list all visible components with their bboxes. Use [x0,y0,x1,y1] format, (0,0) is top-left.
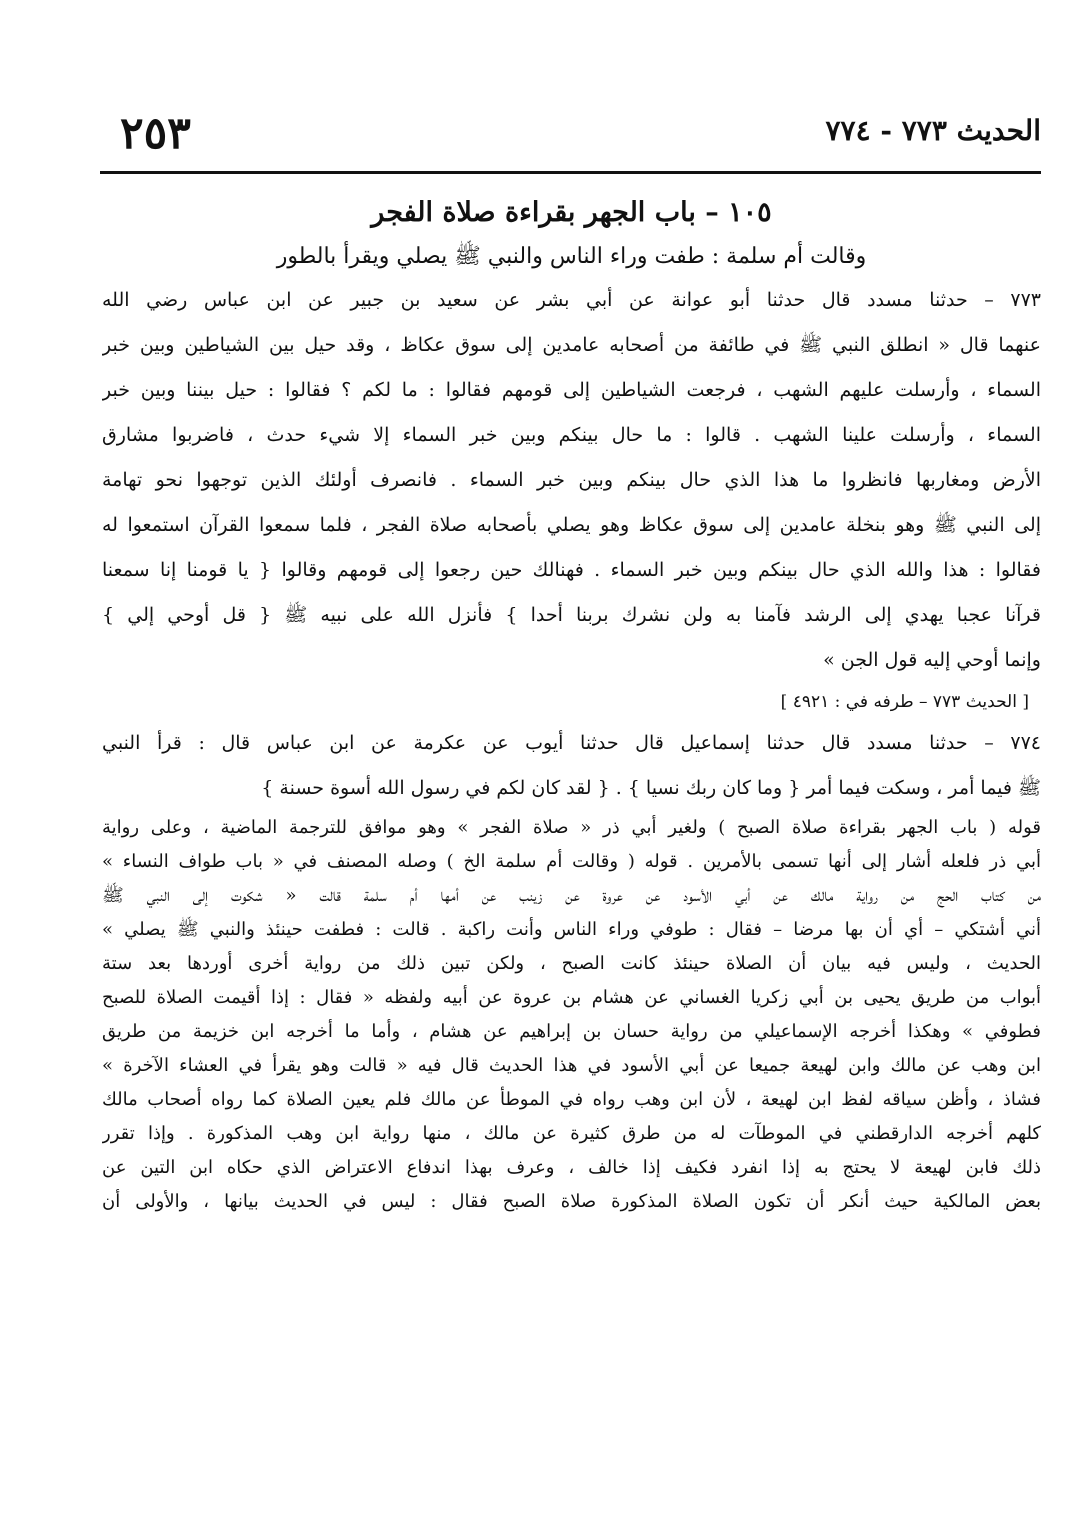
commentary-line: كلهم أخرجه الدارقطني في الموطآت له من طرق كثيرة عن مالك ، منها رواية ابن وهب المذكورة . وإذا تقرر [102,1123,1041,1144]
page-header [100,108,1041,168]
commentary [102,811,1041,1219]
chapter-subtitle: وقالت أم سلمة : طفت وراء الناس والنبي ﷺ يصلي ويقرأ بالطور [276,244,867,269]
hadith-774-line: ﷺ فيما أمر ، وسكت فيما أمر { وما كان ربك نسيا } . { لقد كان لكم في رسول الله أسوة حسنة } [261,777,1041,799]
page-number: ٢٥٣ [120,108,191,159]
commentary-line: فطوفي » وهكذا أخرجه الإسماعيلي من رواية حسان بن إبراهيم عن هشام ، وأما ما أخرجه ابن خزيمة من طريق [102,1021,1041,1042]
hadith-773-line: قرآنا عجبا يهدي إلى الرشد فآمنا به ولن نشرك بربنا أحدا } فأنزل الله على نبيه ﷺ { قل أوحي إلي } [102,604,1041,626]
hadith-773-line: وإنما أوحي إليه قول الجن » [823,649,1041,671]
hadith-773-reference: [ الحديث ٧٧٣ – طرفه في : ٤٩٢١ ] [780,692,1029,712]
header-rule [100,171,1041,174]
hadith-773-line: عنهما قال « انطلق النبي ﷺ في طائفة من أصحابه عامدين إلى سوق عكاظ ، وقد حيل بين الشياطين وبين خبر [102,334,1041,356]
hadith-773-line: السماء ، وأرسلت علينا الشهب . قالوا : ما حال بينكم وبين خبر السماء إلا شيء حدث ، فاضربوا مشارق [102,424,1041,446]
commentary-line: بعض المالكية حيث أنكر أن تكون الصلاة المذكورة صلاة الصبح فقال : ليس في الحديث بيانها ، والأولى أن [102,1191,1041,1212]
page-content [102,190,1041,1219]
commentary-line: ابن وهب عن مالك وابن لهيعة جميعا عن أبي الأسود في هذا الحديث قال فيه « قالت وهو يقرأ في العشاء الآخرة » [102,1055,1041,1076]
commentary-line: فشاذ ، وأظن سياقه لفظ ابن لهيعة ، لأن ابن وهب رواه في الموطأ عن مالك فلم يعين الصلاة كما رواه أصحاب مالك [102,1089,1041,1110]
hadith-773-line: الأرض ومغاربها فانظروا ما هذا الذي حال بينكم وبين خبر السماء . فانصرف أولئك الذين توجهوا نحو تهامة [102,469,1041,491]
hadith-773-line: ٧٧٣ – حدثنا مسدد قال حدثنا أبو عوانة عن أبي بشر عن سعيد بن جبير عن ابن عباس رضي الله [102,289,1041,311]
commentary-line: أني أشتكي – أي أن بها مرضا – فقال : طوفي وراء الناس وأنت راكبة . قالت : فطفت حينئذ والنبي ﷺ يصلي » [102,919,1041,940]
hadith-773 [102,278,1041,721]
commentary-line: ذلك فابن لهيعة لا يحتج به إذا انفرد فكيف إذا خالف ، وعرف بهذا اندفاع الاعتراض الذي حكاه ابن التين عن [102,1157,1041,1178]
hadith-774 [102,721,1041,811]
commentary-line: من كتاب الحج من رواية مالك عن أبي الأسود عن عروة عن زينب عن أمها أم سلمة قالت « شكوت إلى النبي ﷺ [102,885,1041,906]
commentary-line: أبي ذر فلعله أشار إلى أنها تسمى بالأمرين . قوله ( وقالت أم سلمة الخ ) وصله المصنف في « باب طواف النساء » [102,851,1041,872]
running-head: الحديث ٧٧٣ - ٧٧٤ [825,114,1041,147]
hadith-773-line: فقالوا : هذا والله الذي حال بينكم وبين خبر السماء . فهنالك حين رجعوا إلى قومهم وقالوا { يا قومنا إنا سمعنا [102,559,1041,581]
hadith-774-line: ٧٧٤ – حدثنا مسدد قال حدثنا إسماعيل قال حدثنا أيوب عن عكرمة عن ابن عباس قال : قرأ النبي [102,732,1041,754]
hadith-773-line: إلى النبي ﷺ وهو بنخلة عامدين إلى سوق عكاظ وهو يصلي بأصحابه صلاة الفجر ، فلما سمعوا القرآن استمعوا له [102,514,1041,536]
hadith-773-line: السماء ، وأرسلت عليهم الشهب ، فرجعت الشياطين إلى قومهم فقالوا : ما لكم ؟ فقالوا : حيل بيننا وبين خبر [102,379,1041,401]
commentary-line: أبواب من طريق يحيى بن أبي زكريا الغساني عن هشام بن عروة عن أبيه ولفظه « فقال : إذا أقيمت الصلاة للصبح [102,987,1041,1008]
commentary-line: الحديث ، وليس فيه بيان أن الصلاة حينئذ كانت الصبح ، ولكن تبين ذلك من رواية أخرى أوردها بعد ستة [102,953,1041,974]
chapter-title: ١٠٥ – باب الجهر بقراءة صلاة الفجر [371,197,772,228]
commentary-line: قوله ( باب الجهر بقراءة صلاة الصبح ) ولغير أبي ذر « صلاة الفجر » وهو موافق للترجمة الماضية ، وعلى رواية [102,817,1041,838]
